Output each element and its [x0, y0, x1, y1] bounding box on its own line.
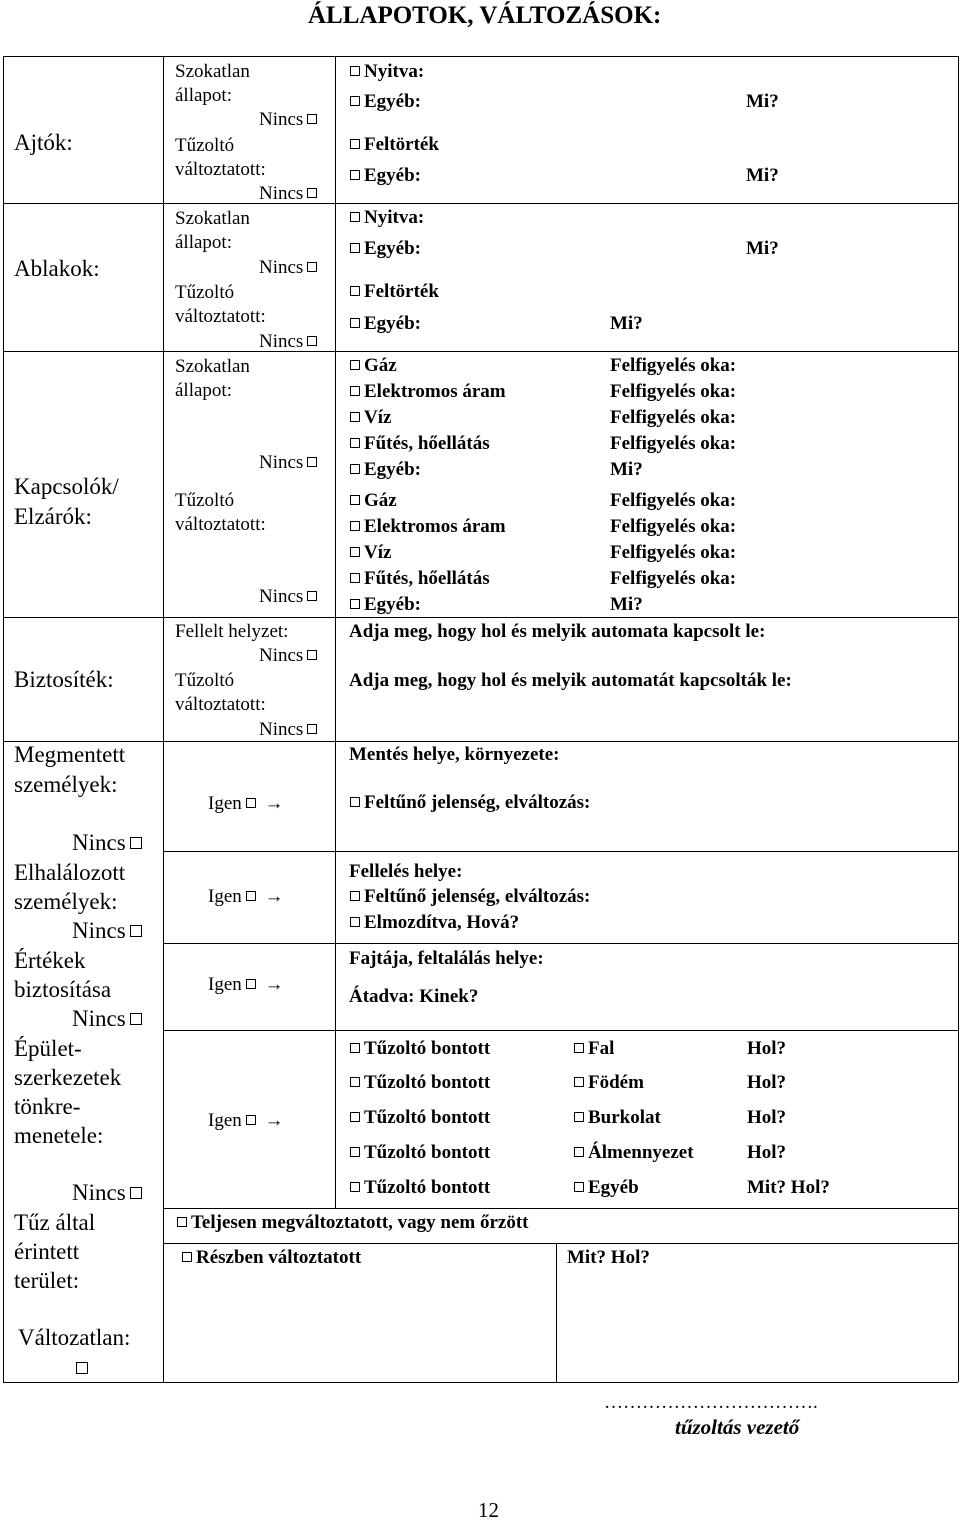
elektromos-option[interactable]: Elektromos áram — [346, 381, 506, 403]
tuzolto-label: Tűzoltó — [175, 135, 235, 156]
checkbox[interactable] — [350, 521, 360, 531]
mi-label: Mi? — [610, 594, 643, 615]
checkbox[interactable] — [350, 797, 360, 807]
nincs-option[interactable]: Nincs — [259, 585, 321, 609]
row-label-epulet: Épület- — [14, 1036, 82, 1061]
checkbox[interactable] — [130, 1187, 142, 1199]
checkbox[interactable] — [177, 1217, 187, 1227]
feltortek-option[interactable]: Feltörték — [346, 281, 439, 303]
felfigyeles-label: Felfigyelés oka: — [610, 381, 737, 402]
checkbox[interactable] — [350, 573, 360, 583]
nyitva-option[interactable]: Nyitva: — [346, 207, 424, 229]
feltuno-option[interactable]: Feltűnő jelenség, elváltozás: — [346, 886, 590, 908]
checkbox[interactable] — [307, 336, 317, 346]
row-label-elzarok: Elzárók: — [14, 504, 92, 529]
teljesen-option[interactable]: Teljesen megváltoztatott, vagy nem őrzött — [173, 1212, 529, 1234]
tuzolto-bontott-option[interactable]: Tűzoltó bontott — [346, 1072, 490, 1094]
checkbox[interactable] — [350, 464, 360, 474]
checkbox[interactable] — [350, 1182, 360, 1192]
mi-label: Mi? — [746, 238, 779, 259]
atadva-label: Átadva: Kinek? — [349, 986, 479, 1007]
igen-option[interactable]: Igen → — [208, 1110, 284, 1131]
egyeb-option[interactable]: Egyéb: — [346, 238, 421, 260]
checkbox[interactable] — [350, 66, 360, 76]
arrow-icon: → — [264, 1110, 284, 1131]
checkbox[interactable] — [574, 1112, 584, 1122]
tuzolto-label: Tűzoltó — [175, 670, 235, 691]
row-label-tonkre: tönkre- — [14, 1094, 81, 1119]
automatat-kapcsoltak-label: Adja meg, hogy hol és melyik automatát kapcsolták le: — [349, 670, 792, 691]
tuzolto-bontott-option[interactable]: Tűzoltó bontott — [346, 1038, 490, 1060]
checkbox[interactable] — [574, 1077, 584, 1087]
fellelt-label: Fellelt helyzet: — [175, 621, 289, 642]
egyeb-option[interactable]: Egyéb: — [346, 594, 421, 616]
checkbox[interactable] — [350, 170, 360, 180]
checkbox[interactable] — [307, 114, 317, 124]
nincs-option[interactable]: Nincs — [259, 108, 321, 132]
checkbox[interactable] — [350, 495, 360, 505]
automata-kapcsolt-label: Adja meg, hogy hol és melyik automata kapcsolt le: — [349, 621, 766, 642]
checkbox[interactable] — [574, 1182, 584, 1192]
checkbox[interactable] — [350, 286, 360, 296]
checkbox[interactable] — [350, 547, 360, 557]
elmozditva-option[interactable]: Elmozdítva, Hová? — [346, 912, 519, 934]
checkbox[interactable] — [350, 1112, 360, 1122]
mit-hol-label: Mit? Hol? — [567, 1247, 650, 1268]
checkbox[interactable] — [350, 360, 360, 370]
checkbox[interactable] — [350, 96, 360, 106]
checkbox[interactable] — [307, 457, 317, 467]
checkbox[interactable] — [350, 599, 360, 609]
checkbox[interactable] — [246, 979, 256, 989]
tuzolto-bontott-option[interactable]: Tűzoltó bontott — [346, 1107, 490, 1129]
igen-option[interactable]: Igen → — [208, 974, 284, 995]
checkbox[interactable] — [350, 243, 360, 253]
nincs-option[interactable]: Nincs — [259, 451, 321, 475]
arrow-icon: → — [264, 793, 284, 814]
checkbox[interactable] — [307, 650, 317, 660]
row-label-ertekek: Értékek — [14, 948, 86, 973]
valtoztatott-label: változtatott: — [175, 514, 266, 535]
szokatlan-label: Szokatlan — [175, 208, 250, 229]
felfigyeles-label: Felfigyelés oka: — [610, 407, 737, 428]
allapot-label: állapot: — [175, 380, 232, 401]
row-label-erintett: érintett — [14, 1239, 80, 1264]
row-label-biztositek: Biztosíték: — [14, 667, 114, 692]
burkolat-option[interactable]: Burkolat — [570, 1107, 661, 1129]
checkbox[interactable] — [350, 1043, 360, 1053]
egyeb-option[interactable]: Egyéb — [570, 1177, 639, 1199]
signature-dots: ……………………………. — [604, 1392, 818, 1413]
tuzolto-label: Tűzoltó — [175, 282, 235, 303]
row-label-menetele: menetele: — [14, 1123, 104, 1148]
row-label-elhalalozott: Elhalálozott — [14, 860, 126, 885]
fal-option[interactable]: Fal — [570, 1038, 614, 1060]
checkbox[interactable] — [350, 1147, 360, 1157]
hol-label: Hol? — [747, 1072, 787, 1093]
nincs-option[interactable]: Nincs — [259, 182, 321, 206]
nincs-option[interactable]: Nincs — [259, 718, 321, 742]
checkbox[interactable] — [350, 212, 360, 222]
row-label-szerkezetek: szerkezetek — [14, 1065, 122, 1090]
row-label-tuz-altal: Tűz által — [14, 1210, 96, 1235]
megmentett-nincs[interactable]: Nincs — [72, 830, 146, 856]
egyeb-option[interactable]: Egyéb: — [346, 313, 421, 335]
felfigyeles-label: Felfigyelés oka: — [610, 433, 737, 454]
row-label-ablakok: Ablakok: — [14, 256, 100, 281]
nincs-option[interactable]: Nincs — [259, 644, 321, 668]
feltortek-option[interactable]: Feltörték — [346, 134, 439, 156]
viz-option[interactable]: Víz — [346, 407, 391, 429]
arrow-icon: → — [264, 974, 284, 995]
checkbox[interactable] — [307, 188, 317, 198]
mi-label: Mi? — [610, 313, 643, 334]
checkbox[interactable] — [307, 591, 317, 601]
row-label-terulet: terület: — [14, 1268, 80, 1293]
fajtaja-label: Fajtája, feltalálás helye: — [349, 948, 544, 969]
hol-label: Hol? — [747, 1142, 787, 1163]
checkbox[interactable] — [130, 1013, 142, 1025]
felfigyeles-label: Felfigyelés oka: — [610, 490, 737, 511]
gaz-option[interactable]: Gáz — [346, 490, 397, 512]
reszben-option[interactable]: Részben változtatott — [178, 1247, 361, 1269]
felfigyeles-label: Felfigyelés oka: — [610, 568, 737, 589]
checkbox[interactable] — [307, 262, 317, 272]
futes-option[interactable]: Fűtés, hőellátás — [346, 433, 490, 455]
signature-label: tűzoltás vezető — [675, 1415, 800, 1439]
checkbox[interactable] — [246, 1115, 256, 1125]
allapot-label: állapot: — [175, 85, 232, 106]
hol-label: Hol? — [747, 1107, 787, 1128]
row-label-elhalalozott-szemelyek: személyek: — [14, 889, 118, 914]
checkbox[interactable] — [307, 724, 317, 734]
gaz-option[interactable]: Gáz — [346, 355, 397, 377]
checkbox[interactable] — [76, 1362, 88, 1374]
arrow-icon: → — [264, 886, 284, 907]
egyeb-option[interactable]: Egyéb: — [346, 459, 421, 481]
row-label-biztositasa: biztosítása — [14, 977, 112, 1002]
row-label-ajtok: Ajtók: — [14, 130, 73, 155]
checkbox[interactable] — [350, 891, 360, 901]
felfigyeles-label: Felfigyelés oka: — [610, 542, 737, 563]
szokatlan-label: Szokatlan — [175, 61, 250, 82]
row-label-megmentett: Megmentett — [14, 742, 126, 767]
egyeb-option[interactable]: Egyéb: — [346, 91, 421, 113]
hol-label: Hol? — [747, 1038, 787, 1059]
elhalalozott-nincs[interactable]: Nincs — [72, 918, 146, 944]
row-label-kapcsolok: Kapcsolók/ — [14, 474, 119, 499]
checkbox[interactable] — [130, 925, 142, 937]
checkbox[interactable] — [350, 438, 360, 448]
valtoztatott-label: változtatott: — [175, 159, 266, 180]
tuzolto-bontott-option[interactable]: Tűzoltó bontott — [346, 1177, 490, 1199]
epulet-nincs[interactable]: Nincs — [72, 1180, 146, 1206]
checkbox[interactable] — [246, 891, 256, 901]
igen-option[interactable]: Igen → — [208, 793, 284, 814]
felfigyeles-label: Felfigyelés oka: — [610, 355, 737, 376]
felleles-helye-label: Fellelés helye: — [349, 861, 463, 882]
row-label-szemelyek: személyek: — [14, 772, 118, 797]
mentes-helye-label: Mentés helye, környezete: — [349, 744, 560, 765]
checkbox[interactable] — [350, 412, 360, 422]
mit-hol-label: Mit? Hol? — [747, 1177, 830, 1198]
mi-label: Mi? — [746, 91, 779, 112]
allapot-label: állapot: — [175, 232, 232, 253]
valtozatlan-checkbox[interactable] — [72, 1355, 92, 1381]
elektromos-option[interactable]: Elektromos áram — [346, 516, 506, 538]
checkbox[interactable] — [246, 798, 256, 808]
checkbox[interactable] — [350, 386, 360, 396]
page-number: 12 — [478, 1498, 499, 1522]
ertekek-nincs[interactable]: Nincs — [72, 1006, 146, 1032]
felfigyeles-label: Felfigyelés oka: — [610, 516, 737, 537]
mi-label: Mi? — [746, 165, 779, 186]
futes-option[interactable]: Fűtés, hőellátás — [346, 568, 490, 590]
nincs-option[interactable]: Nincs — [259, 256, 321, 280]
checkbox[interactable] — [350, 139, 360, 149]
nincs-option[interactable]: Nincs — [259, 330, 321, 354]
szokatlan-label: Szokatlan — [175, 356, 250, 377]
valtoztatott-label: változtatott: — [175, 306, 266, 327]
checkbox[interactable] — [350, 1077, 360, 1087]
checkbox[interactable] — [350, 917, 360, 927]
tuzolto-label: Tűzoltó — [175, 490, 235, 511]
row-label-valtozatlan: Változatlan: — [18, 1325, 131, 1350]
nyitva-option[interactable]: Nyitva: — [346, 61, 424, 83]
checkbox[interactable] — [574, 1043, 584, 1053]
fodem-option[interactable]: Födém — [570, 1072, 644, 1094]
checkbox[interactable] — [574, 1147, 584, 1157]
checkbox[interactable] — [182, 1252, 192, 1262]
tuzolto-bontott-option[interactable]: Tűzoltó bontott — [346, 1142, 490, 1164]
feltuno-option[interactable]: Feltűnő jelenség, elváltozás: — [346, 792, 590, 814]
checkbox[interactable] — [130, 837, 142, 849]
igen-option[interactable]: Igen → — [208, 886, 284, 907]
mi-label: Mi? — [610, 459, 643, 480]
almennyezet-option[interactable]: Álmennyezet — [570, 1142, 694, 1164]
page-title: ÁLLAPOTOK, VÁLTOZÁSOK: — [308, 2, 662, 29]
viz-option[interactable]: Víz — [346, 542, 391, 564]
valtoztatott-label: változtatott: — [175, 694, 266, 715]
egyeb-option[interactable]: Egyéb: — [346, 165, 421, 187]
checkbox[interactable] — [350, 318, 360, 328]
